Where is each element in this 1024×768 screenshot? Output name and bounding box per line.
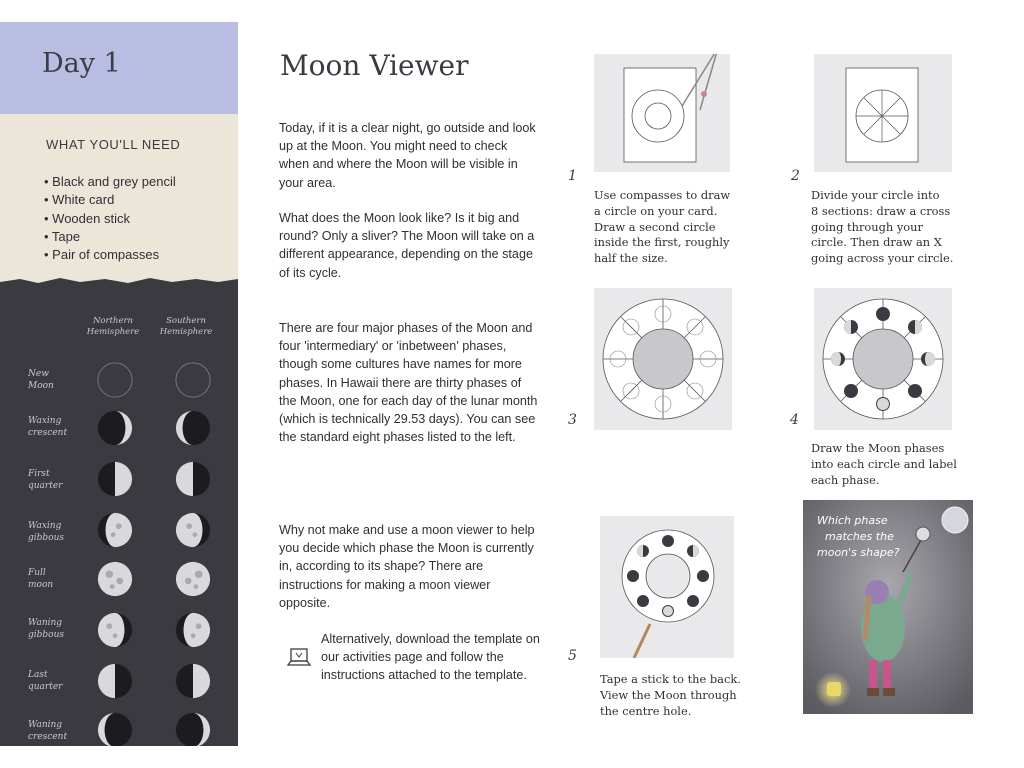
step-text-line: half the size.: [594, 251, 668, 266]
materials-panel: [0, 114, 238, 280]
step-text-line: View the Moon through: [600, 687, 737, 702]
phase-label-line: First: [28, 469, 50, 479]
phase-label-line: Waning: [28, 618, 63, 628]
step-text-line: Draw the Moon phases: [811, 441, 945, 455]
full-moon-icon: [96, 560, 134, 598]
phase-label-line: New: [28, 369, 49, 379]
step-5-text: [600, 672, 741, 719]
step-text-line: going through your: [811, 219, 923, 234]
day-header-band: [0, 22, 238, 114]
step-4-text: [811, 441, 957, 488]
step-text-line: circle. Then draw an X: [811, 235, 942, 250]
phases-paragraph: There are four major phases of the Moon and four 'intermediary' or 'inbetween' phases, though some cultures have names for more phases. In Hawaii there are thirty phases of the Moon, one for each day of the lunar month (which is technically 29.53 days). You can see the standard eight phases listed to the left.: [279, 321, 538, 445]
day-title: Day 1: [42, 48, 121, 79]
step-1-text: [594, 188, 730, 267]
child-viewing-moon-illustration: [803, 500, 973, 714]
phase-label-full-moon: [28, 567, 80, 591]
intro-paragraph: Today, if it is a clear night, go outside and look up at the Moon. You might need to check when and where the Moon will be visible in your area.: [279, 121, 536, 190]
step-3-illustration: [594, 288, 732, 430]
phase-label-line: gibbous: [28, 630, 64, 640]
materials-item: • White card: [44, 192, 115, 208]
phase-label-line: Moon: [28, 381, 54, 391]
phase-label-line: crescent: [28, 428, 68, 438]
viewer-ring-icon: [594, 288, 732, 430]
step-text-line: going across your circle.: [811, 251, 954, 266]
southern-hemisphere-heading: [151, 316, 221, 338]
first-quarter-icon: [96, 460, 134, 498]
step-text-line: the centre hole.: [600, 703, 692, 718]
step-5-illustration: [600, 516, 734, 658]
step-text-line: inside the first, roughly: [594, 235, 730, 250]
phase-label-line: Waxing: [28, 416, 62, 426]
materials-list: [44, 173, 176, 264]
step-text-line: Use compasses to draw: [594, 188, 731, 202]
step-number: 2: [791, 168, 800, 184]
phase-label-waxing-gibbous: [28, 520, 80, 544]
waning-crescent-icon: [96, 711, 134, 746]
northern-hemisphere-heading: [78, 316, 148, 338]
phase-label-new-moon: [28, 368, 80, 392]
materials-item: • Black and grey pencil: [44, 174, 176, 189]
step-1-illustration: [594, 54, 730, 172]
phase-label-last-quarter: [28, 669, 80, 693]
moon-phases-panel: [0, 276, 238, 746]
page-title: Moon Viewer: [280, 49, 469, 82]
waxing-crescent-icon: [174, 409, 212, 447]
illustration-caption-line: matches the: [825, 530, 894, 543]
first-quarter-icon: [174, 460, 212, 498]
illustration-caption-line: Which phase: [817, 514, 888, 527]
laptop-icon: [286, 647, 312, 669]
labelled-phases-ring-icon: [814, 288, 952, 430]
waxing-gibbous-icon: [96, 511, 134, 549]
step-text-line: Draw a second circle: [594, 219, 716, 234]
northern-heading-line: Northern: [92, 316, 134, 326]
last-quarter-icon: [96, 662, 134, 700]
step-2-illustration: [814, 54, 952, 172]
step-text-line: a circle on your card.: [594, 203, 718, 218]
phase-label-line: Full: [28, 568, 46, 578]
left-column: [0, 22, 238, 746]
text-column: [238, 22, 548, 746]
moon-viewer-paragraph: Why not make and use a moon viewer to help you decide which phase the Moon is currently in, according to its shape? There are instructions for making a moon viewer opposite.: [279, 523, 535, 610]
download-paragraph: Alternatively, download the template on our activities page and follow the instructions attached to the template.: [321, 632, 540, 683]
step-2-text: [811, 188, 953, 267]
appearance-paragraph: What does the Moon look like? Is it big and round? Only a sliver? The Moon will take on a different appearance, depending on the stage of its cycle.: [279, 211, 535, 280]
phase-label-line: quarter: [28, 481, 63, 491]
waning-gibbous-icon: [96, 611, 134, 649]
materials-item: • Tape: [44, 228, 81, 244]
divided-circle-icon: [814, 54, 952, 172]
compass-circle-icon: [594, 54, 730, 172]
phase-label-line: crescent: [28, 732, 68, 742]
waning-gibbous-icon: [174, 611, 212, 649]
phase-label-line: Waning: [28, 720, 63, 730]
southern-heading-line: Hemisphere: [159, 327, 213, 337]
step-text-line: into each circle and label: [811, 456, 957, 471]
waxing-gibbous-icon: [174, 511, 212, 549]
step-text-line: Divide your circle into: [811, 188, 940, 202]
materials-item: • Wooden stick: [44, 210, 130, 226]
step-number: 1: [568, 168, 577, 184]
northern-heading-line: Hemisphere: [86, 327, 140, 337]
phase-label-line: Waxing: [28, 521, 62, 531]
step-text-line: each phase.: [811, 472, 880, 487]
phase-label-line: moon: [28, 580, 54, 590]
phase-label-line: Last: [28, 670, 48, 680]
phase-label-waning-gibbous: [28, 617, 80, 641]
phase-label-first-quarter: [28, 468, 80, 492]
phase-label-waxing-crescent: [28, 415, 80, 439]
southern-heading-line: Southern: [166, 316, 206, 326]
torn-paper-edge: [0, 276, 238, 286]
instructions-column: [548, 22, 1024, 746]
step-number: 3: [568, 412, 577, 428]
step-4-illustration: [814, 288, 952, 430]
illustration-caption-line: moon's shape?: [817, 546, 900, 559]
waxing-crescent-icon: [96, 409, 134, 447]
step-number: 5: [568, 648, 577, 664]
phase-label-waning-crescent: [28, 719, 80, 743]
step-text-line: 8 sections: draw a cross: [811, 203, 951, 218]
viewer-on-stick-icon: [600, 516, 734, 658]
last-quarter-icon: [174, 662, 212, 700]
materials-heading: WHAT YOU'LL NEED: [46, 137, 181, 152]
materials-item: • Pair of compasses: [44, 247, 160, 263]
step-text-line: Tape a stick to the back.: [600, 672, 741, 686]
phase-label-line: quarter: [28, 682, 63, 692]
new-moon-icon: [174, 361, 212, 399]
step-number: 4: [790, 412, 799, 428]
full-moon-icon: [174, 560, 212, 598]
new-moon-icon: [96, 361, 134, 399]
waning-crescent-icon: [174, 711, 212, 746]
phase-label-line: gibbous: [28, 533, 64, 543]
